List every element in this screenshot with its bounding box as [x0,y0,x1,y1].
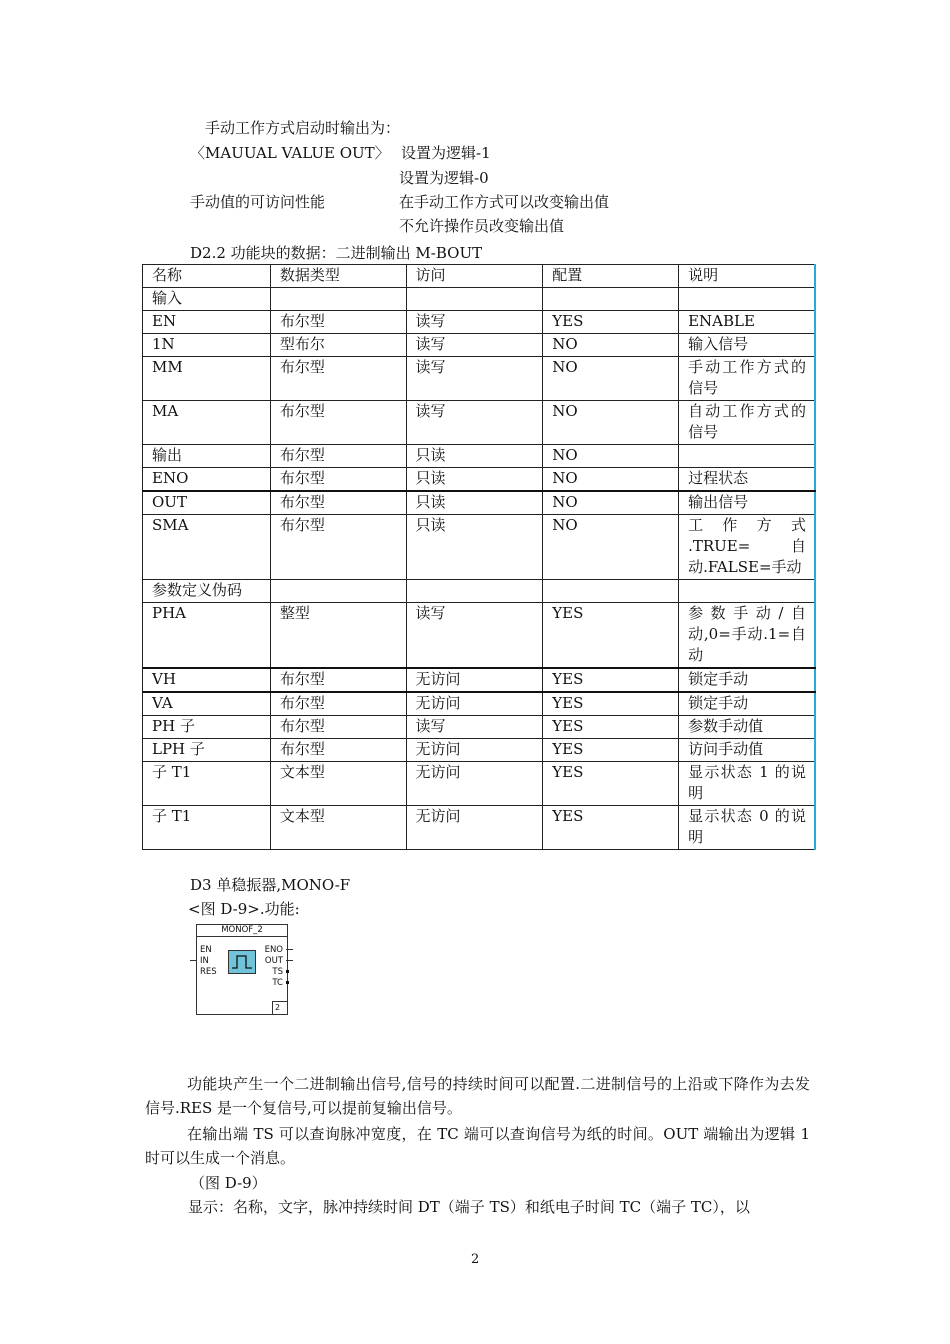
pin-in-line [190,960,197,961]
pin-in-label: IN [200,956,209,966]
cell-access: 读写 [406,334,543,357]
cell-description: 输入信号 [679,334,815,357]
section-title-d2-2: D2.2 功能块的数据：二进制输出 M-BOUT [190,244,483,262]
cell-access: 无访问 [406,668,543,692]
cell-config: NO [543,357,679,401]
cell-data-type: 布尔型 [270,357,406,401]
header-name: 名称 [143,265,271,288]
option-logic-1: 设置为逻辑-1 [401,144,491,162]
pin-en-label: EN [200,945,212,955]
cell-config: YES [543,739,679,762]
cell-description: 手动工作方式的信号 [679,357,815,401]
table-row [143,357,816,401]
table-row [143,288,816,311]
header-access: 访问 [406,265,543,288]
cell-config: YES [543,603,679,669]
cell-description: 显示状态 1 的说明 [679,762,815,806]
cell-access: 读写 [406,401,543,445]
cell-config: NO [543,468,679,492]
pin-eno-label: ENO [264,945,283,955]
cell-config: YES [543,762,679,806]
option-can-change: 在手动工作方式可以改变输出值 [399,193,610,211]
page-number: 2 [471,1252,480,1267]
cell-description: ENABLE [679,311,815,334]
cell-name: 输入 [143,288,271,311]
figure-caption-d9: <图 D-9>.功能: [188,900,300,918]
cell-access [406,288,543,311]
cell-data-type [270,288,406,311]
table-row [143,603,816,669]
cell-data-type: 布尔型 [270,692,406,716]
cell-name: 1N [143,334,271,357]
header-data-type: 数据类型 [270,265,406,288]
cell-data-type: 布尔型 [270,739,406,762]
cell-name: 子 T1 [143,762,271,806]
figure-reference: （图 D-9） [190,1174,267,1192]
cell-access: 读写 [406,311,543,334]
cell-data-type: 布尔型 [270,311,406,334]
cell-config: NO [543,445,679,468]
header-description: 说明 [679,265,815,288]
cell-data-type: 整型 [270,603,406,669]
cell-config: YES [543,806,679,850]
cell-name: ENO [143,468,271,492]
cell-data-type: 布尔型 [270,515,406,580]
cell-config: YES [543,311,679,334]
table-header-row [143,265,816,288]
pin-eno-line [286,949,293,950]
cell-description: 工作方式 .TRUE= 自动.FALSE=手动 [679,515,815,580]
paragraph-output-ts-tc: 在输出端 TS 可以查询脉冲宽度，在 TC 端可以查询信号为纸的时间。OUT 端输出为逻辑 1 时可以生成一个消息。 [145,1125,810,1167]
cell-data-type: 文本型 [270,762,406,806]
manual-mode-output-label: 手动工作方式启动时输出为： [205,119,401,137]
cell-data-type [270,580,406,603]
table-row [143,692,816,716]
cell-name: 参数定义伪码 [143,580,271,603]
cell-name: PHA [143,603,271,669]
function-block-data-table [142,264,816,850]
table-row [143,401,816,445]
cell-description: 自动工作方式的信号 [679,401,815,445]
table-row [143,668,816,692]
cell-access: 读写 [406,603,543,669]
cell-name: MA [143,401,271,445]
section-title-d3: D3 单稳振器,MONO-F [190,876,351,894]
option-not-allowed: 不允许操作员改变输出值 [399,217,565,235]
cell-description: 锁定手动 [679,668,815,692]
cell-name: OUT [143,491,271,515]
table-row [143,806,816,850]
cell-name: SMA [143,515,271,580]
cell-data-type: 布尔型 [270,716,406,739]
cell-data-type: 型布尔 [270,334,406,357]
table-row [143,739,816,762]
cell-access: 只读 [406,445,543,468]
manual-value-access-label: 手动值的可访问性能 [190,193,326,211]
pulse-icon [228,950,256,974]
cell-access: 只读 [406,491,543,515]
cell-config: NO [543,401,679,445]
pin-ts-label: TS [272,967,283,977]
cell-name: EN [143,311,271,334]
cell-name: 子 T1 [143,806,271,850]
paragraph-display: 显示：名称，文字，脉冲持续时间 DT（端子 TS）和纸电子时间 TC（端子 TC），以 [188,1198,750,1216]
cell-access: 无访问 [406,692,543,716]
cell-description [679,288,815,311]
cell-config: NO [543,491,679,515]
cell-access: 无访问 [406,806,543,850]
pin-tc-label: TC [272,978,283,988]
cell-description: 过程状态 [679,468,815,492]
cell-config [543,288,679,311]
table-row [143,491,816,515]
table-row [143,716,816,739]
cell-name: PH 子 [143,716,271,739]
cell-data-type: 布尔型 [270,668,406,692]
pin-out-label: OUT [264,956,283,966]
cell-access: 读写 [406,716,543,739]
pin-tc-marker [286,981,289,984]
cell-description: 参数手动/自动,0=手动.1=自动 [679,603,815,669]
cell-name: 输出 [143,445,271,468]
cell-config: YES [543,692,679,716]
block-number: 2 [272,1001,287,1014]
cell-name: VA [143,692,271,716]
cell-description [679,445,815,468]
cell-data-type: 布尔型 [270,445,406,468]
cell-data-type: 布尔型 [270,468,406,492]
cell-name: VH [143,668,271,692]
cell-config: YES [543,668,679,692]
table-row [143,515,816,580]
table-row [143,334,816,357]
cell-access: 无访问 [406,762,543,806]
cell-access: 无访问 [406,739,543,762]
cell-description: 访问手动值 [679,739,815,762]
cell-config: NO [543,334,679,357]
function-block-body [196,924,288,1015]
pin-res-label: RES [200,967,217,977]
cell-data-type: 文本型 [270,806,406,850]
monof-function-block-diagram [188,922,288,1015]
table-row [143,762,816,806]
cell-config: NO [543,515,679,580]
cell-description: 参数手动值 [679,716,815,739]
cell-description: 输出信号 [679,491,815,515]
cell-config [543,580,679,603]
option-logic-0: 设置为逻辑-0 [399,169,489,187]
table-row [143,311,816,334]
cell-description: 锁定手动 [679,692,815,716]
cell-access: 只读 [406,468,543,492]
cell-access: 只读 [406,515,543,580]
cell-data-type: 布尔型 [270,491,406,515]
cell-access: 读写 [406,357,543,401]
cell-name: LPH 子 [143,739,271,762]
header-config: 配置 [543,265,679,288]
pin-ts-marker [286,970,289,973]
cell-config: YES [543,716,679,739]
manual-value-out-label: 〈MAUUAL VALUE OUT〉 [190,144,390,162]
paragraph-function-description: 功能块产生一个二进制输出信号,信号的持续时间可以配置.二进制信号的上沿或下降作为去发信号.RES 是一个复信号,可以提前复输出信号。 [145,1075,810,1117]
table-row [143,468,816,492]
table-row [143,580,816,603]
pin-out-line [286,960,293,961]
table-row [143,445,816,468]
cell-name: MM [143,357,271,401]
function-block-title: MONOF_2 [197,925,287,937]
cell-description: 显示状态 0 的说明 [679,806,815,850]
cell-description [679,580,815,603]
cell-data-type: 布尔型 [270,401,406,445]
cell-access [406,580,543,603]
